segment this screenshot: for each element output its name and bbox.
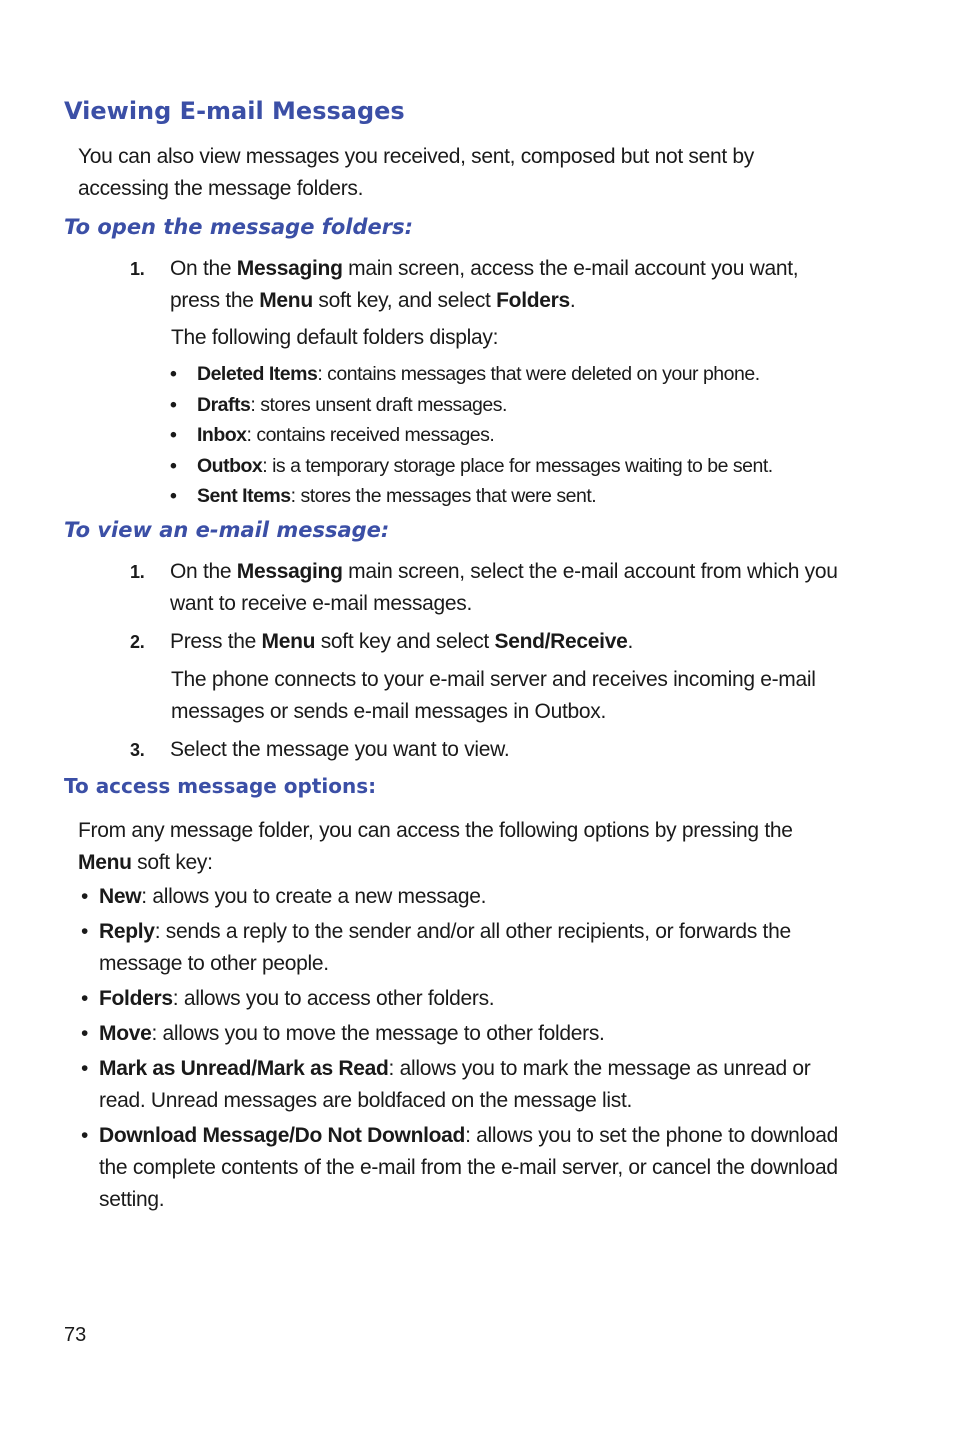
heading-view-message: To view an e-mail message: xyxy=(64,518,390,542)
list-item: • Folders: allows you to access other folders. xyxy=(81,987,495,1010)
step-number: 3. xyxy=(130,740,145,760)
step-text: Press the Menu soft key and select Send/Receive. xyxy=(170,630,634,653)
view-step-3 xyxy=(130,734,850,766)
view-step-1 xyxy=(130,556,850,620)
view-step-2 xyxy=(130,626,850,658)
step-text: On the Messaging main screen, access the e-mail account you want, press the Menu soft key, and select Folders. xyxy=(170,257,799,312)
list-item: • Mark as Unread/Mark as Read: allows you to mark the message as unread or read. Unread messages are boldfaced on the message list. xyxy=(81,1057,811,1112)
folders-followup: The following default folders display: xyxy=(171,326,499,349)
list-item: • Deleted Items: contains messages that were deleted on your phone. xyxy=(170,363,760,385)
heading-message-options: To access message options: xyxy=(64,774,377,798)
options-list xyxy=(81,881,861,1219)
step-number: 2. xyxy=(130,632,145,652)
step-number: 1. xyxy=(130,259,145,279)
list-item: • Drafts: stores unsent draft messages. xyxy=(170,393,507,416)
list-item: • Download Message/Do Not Download: allows you to set the phone to download the complete contents of the e-mail from the e-mail server, or cancel the download setting. xyxy=(81,1124,839,1211)
list-item: • Outbox: is a temporary storage place for messages waiting to be sent. xyxy=(170,454,773,477)
step-number: 1. xyxy=(130,562,145,582)
step-2-note: The phone connects to your e-mail server and receives incoming e-mail messages or sends e-mail messages in Outbox. xyxy=(171,668,816,723)
list-item: • Inbox: contains received messages. xyxy=(170,424,495,447)
heading-open-folders: To open the message folders: xyxy=(64,215,414,239)
list-item: • Sent Items: stores the messages that were sent. xyxy=(170,485,597,508)
page-number: 73 xyxy=(64,1324,87,1346)
step-text: Select the message you want to view. xyxy=(170,738,510,761)
options-intro: From any message folder, you can access the following options by pressing the Menu soft key: xyxy=(78,819,793,874)
list-item: • New: allows you to create a new message. xyxy=(81,885,487,908)
list-item: • Move: allows you to move the message to other folders. xyxy=(81,1022,605,1045)
folder-list xyxy=(170,359,773,512)
list-item: • Reply: sends a reply to the sender and/or all other recipients, or forwards the message to other people. xyxy=(81,920,791,975)
step-text: On the Messaging main screen, select the e-mail account from which you want to receive e-mail messages. xyxy=(170,560,838,615)
page-title: Viewing E-mail Messages xyxy=(64,97,405,125)
intro-paragraph: You can also view messages you received, sent, composed but not sent by accessing the message folders. xyxy=(78,145,754,200)
open-folders-step-1 xyxy=(130,253,850,317)
